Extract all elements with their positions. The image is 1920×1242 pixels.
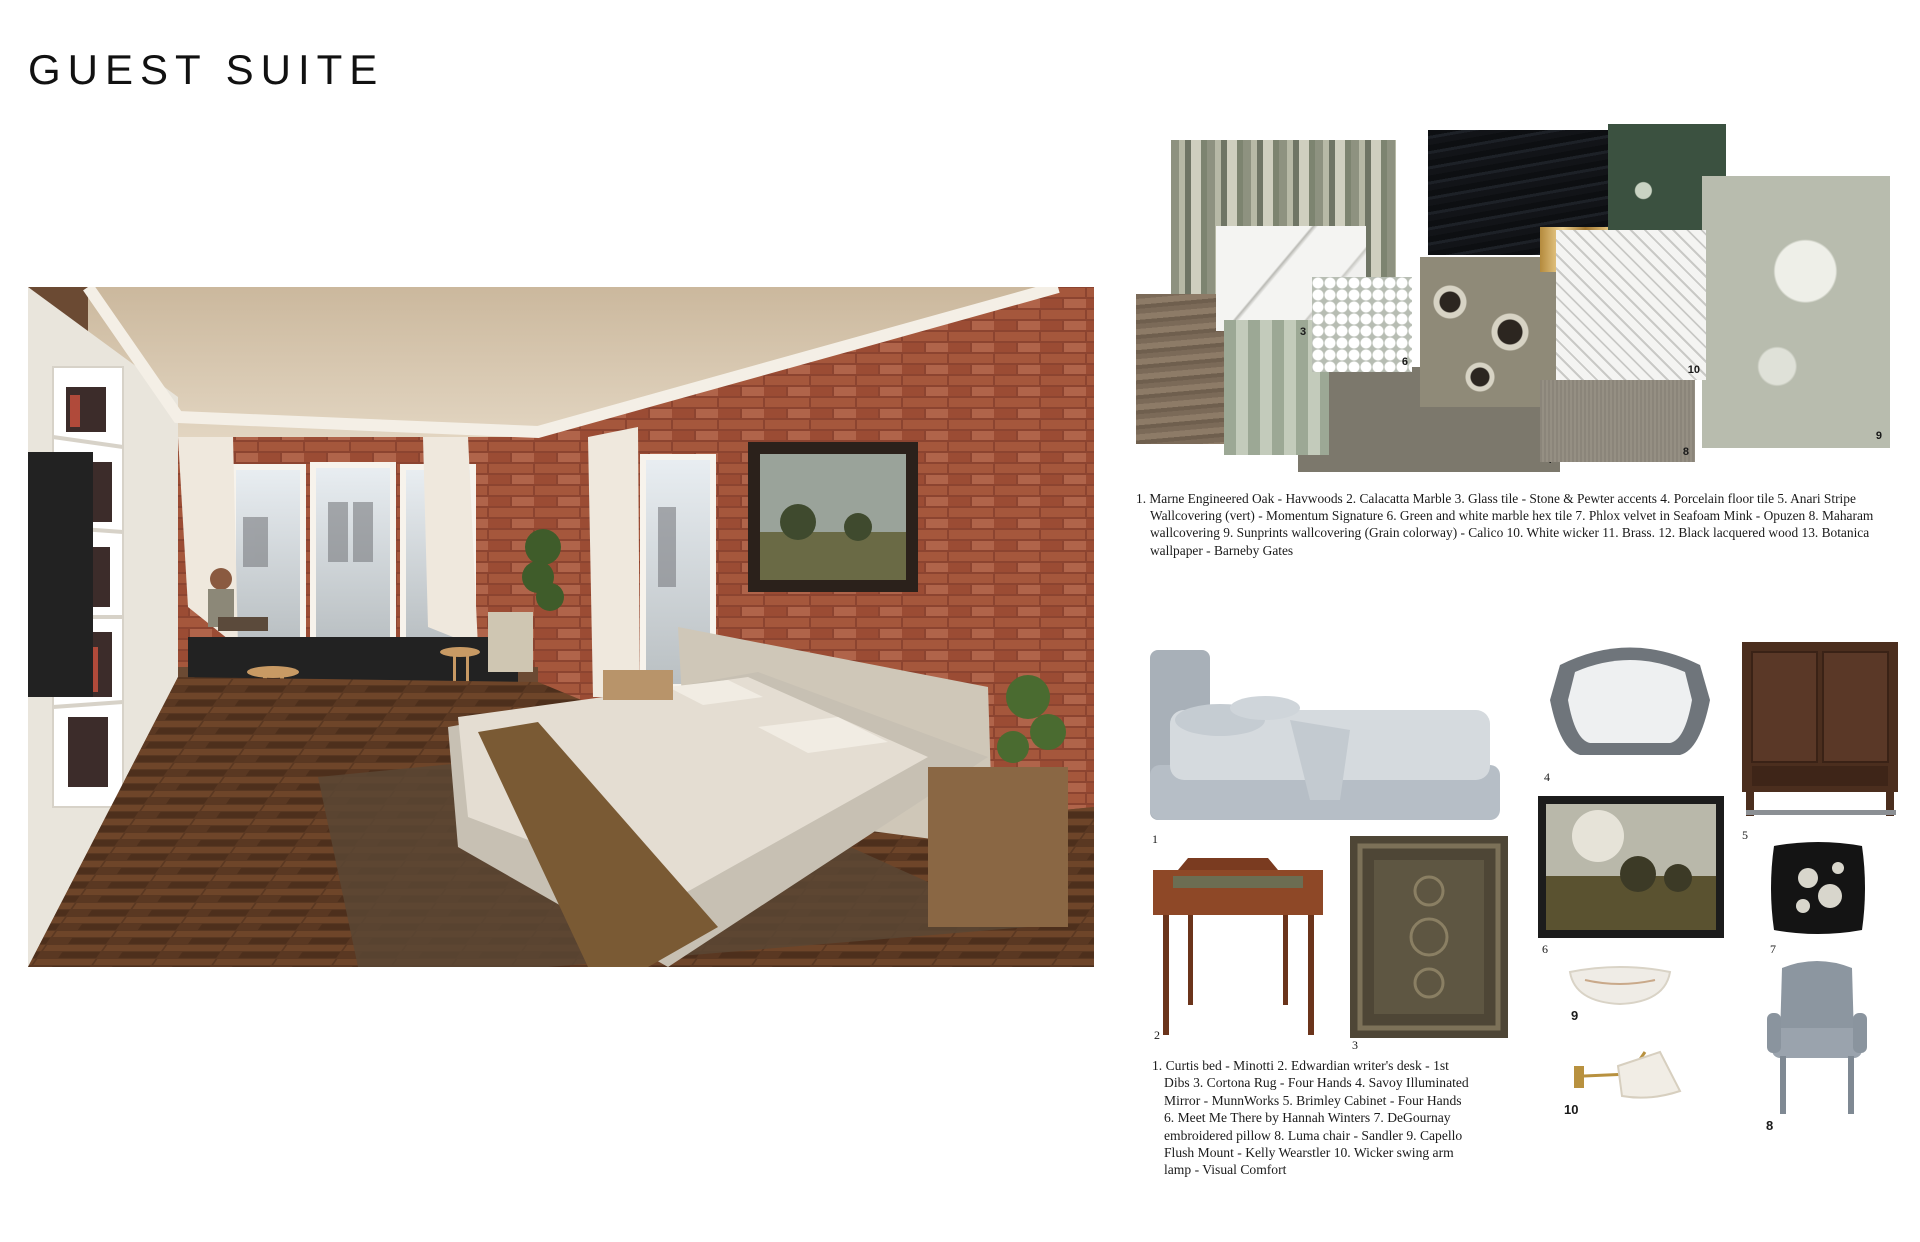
rug-item: 3 [1350, 836, 1512, 1051]
mirror-icon [1540, 640, 1720, 765]
materials-caption-text: 1. Marne Engineered Oak - Havwoods 2. Calacatta Marble 3. Glass tile - Stone & Pewter accents 4. Porcelain floor tile 5. Anari Stripe Wallcovering (vert) - Momentum Signature 6. Green and white marble hex tile 7. Phlox velvet in Seafoam Mink - Opuzen 8. Maharam wallcovering 9. Sunprints wallcovering (Grain colorway) - Calico 10. White wicker 11. Brass. 12. Black lacquered wood 13. Botanica wallpaper - Barneby Gates [1136, 491, 1874, 558]
white-wicker-swatch: 10 [1556, 230, 1706, 380]
writing-desk-item: 2 [1148, 858, 1328, 1048]
materials-caption [1136, 490, 1886, 559]
maharam-wallcovering-swatch: 8 [1540, 380, 1695, 462]
mirror-item: 4 [1540, 640, 1720, 790]
bed-item: 1 [1150, 650, 1505, 850]
writing-desk-icon [1148, 858, 1328, 1038]
chair-icon [1762, 958, 1872, 1118]
rug-icon [1350, 836, 1508, 1038]
framed-painting-icon [1538, 796, 1724, 938]
flush-mount-light-item: 9 [1565, 962, 1685, 1032]
page-title: GUEST SUITE [28, 46, 385, 93]
sunprints-wallcovering-swatch: 9 [1702, 176, 1890, 448]
bed-icon [1150, 650, 1505, 850]
swing-arm-lamp-item: 10 [1560, 1046, 1700, 1126]
material-board [1136, 122, 1896, 482]
cabinet-icon [1740, 640, 1900, 820]
room-rendering [28, 287, 1094, 967]
pillow-item: 7 [1768, 838, 1878, 958]
hex-tile-swatch: 6 [1312, 277, 1412, 372]
framed-painting-item: 6 [1538, 796, 1728, 956]
chair-item: 8 [1762, 958, 1902, 1138]
glass-tile-swatch: 3 [1224, 320, 1329, 455]
furniture-caption: 1. Curtis bed - Minotti 2. Edwardian writer's desk - 1st Dibs 3. Cortona Rug - Four Hands 4. Savoy Illuminated Mirror - MunnWorks 5. Brimley Cabinet - Four Hands 6. Meet Me There by Hannah Winters 7. DeGournay embroidered pillow 8. Luma chair - Sandler 9. Capello Flush Mount - Kelly Wearstler 10. Wicker swing arm lamp - Visual Comfort [1152, 1058, 1469, 1178]
flush-mount-light-icon [1565, 962, 1675, 1007]
cabinet-item: 5 [1740, 640, 1905, 840]
pillow-icon [1768, 838, 1868, 938]
room-rendering-illustration [28, 287, 1094, 967]
swing-arm-lamp-icon [1560, 1046, 1690, 1101]
